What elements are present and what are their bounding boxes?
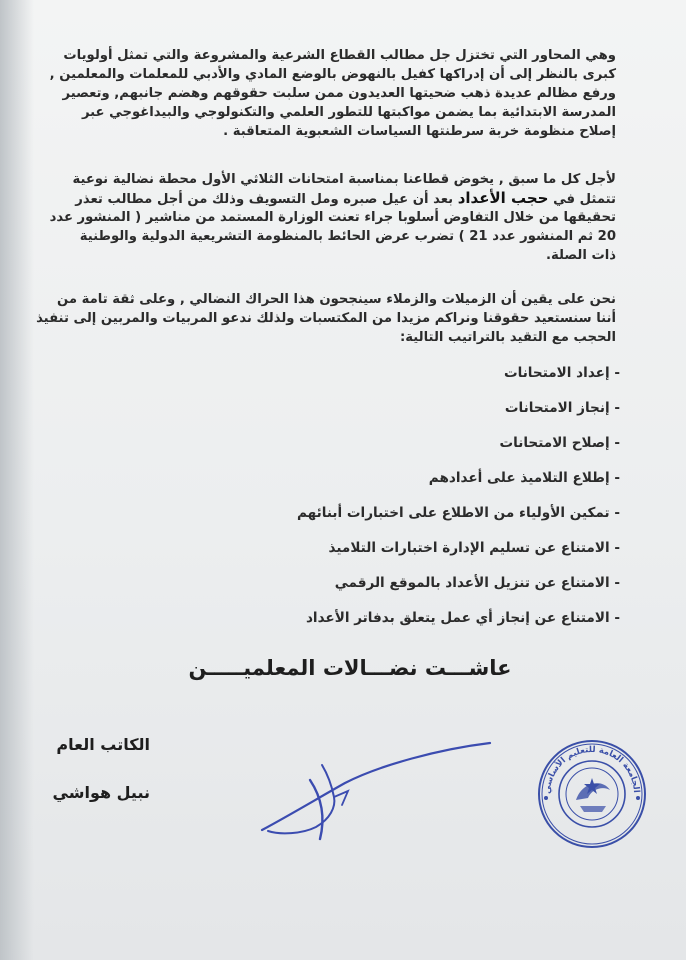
paragraph-intro xyxy=(49,46,616,141)
emphasized-phrase: حجب الأعداد xyxy=(457,189,549,207)
text-line: 20 ثم المنشور عدد 21 ) تضرب عرض الحائط بالمنظومة التشريعية الدولية والوطنية xyxy=(79,229,616,244)
text-line: الحجب مع التقيد بالتراتيب التالية: xyxy=(400,330,616,345)
list-item: - تمكين الأولياء من الاطلاع على اختبارات أبنائهم xyxy=(296,505,620,521)
text-line: كبرى بالنظر إلى أن إدراكها كفيل بالنهوض بالوضع المادي والأدبي للمعلمات والمعلمين , xyxy=(49,67,616,82)
closing-slogan: عاشـــت نضـــالات المعلميـــــن xyxy=(188,656,512,680)
signatory-name: نبيل هواشي xyxy=(52,783,150,802)
text-fragment: تتمثل في xyxy=(553,192,616,207)
text-line: المدرسة الابتدائية بما يضمن مواكبتها للتطور العلمي والتكنولوجي والبيداغوجي عبر xyxy=(81,105,616,120)
list-item: - إنجاز الامتحانات xyxy=(504,400,620,416)
text-line: إصلاح منظومة خربة سرطنتها السياسات الشعبوية المتعاقبة . xyxy=(223,124,616,139)
list-item: - الامتناع عن تنزيل الأعداد بالموقع الرقمي xyxy=(334,575,620,591)
stamp-ring-text: الجامعة العامة للتعليم الأساسي xyxy=(542,744,641,795)
text-fragment: بعد أن عيل صبره ومل التسويف وذلك من أجل مطالب تعذر xyxy=(75,192,454,207)
paragraph-call xyxy=(36,290,616,347)
text-line: تحقيقها من خلال التفاوض أسلوبا جراء تعنت الوزارة المستمد من مناشير ( المنشور عدد xyxy=(49,210,616,225)
list-item: - الامتناع عن إنجاز أي عمل يتعلق بدفاتر الأعداد xyxy=(305,610,620,626)
text-line: وهي المحاور التي تختزل جل مطالب القطاع الشرعية والمشروعة والتي تمثل أولويات xyxy=(63,48,616,63)
list-item: - إصلاح الامتحانات xyxy=(499,435,620,451)
list-item: - إطلاع التلاميذ على أعدادهم xyxy=(428,470,620,486)
text-line: ذات الصلة. xyxy=(546,248,616,263)
union-stamp xyxy=(536,738,648,850)
text-line: ورفع مظالم عديدة ذهب ضحيتها العديدون ممن سلبت حقوقهم وهضم جانبهم, وتعصير xyxy=(62,86,616,101)
text-line: نحن على يقين أن الزميلات والزملاء سينجحون هذا الحراك النضالي , وعلى ثقة تامة من xyxy=(57,292,616,307)
text-line xyxy=(52,189,616,208)
text-line: لأجل كل ما سبق , يخوض قطاعنا بمناسبة امتحانات الثلاثي الأول محطة نضالية نوعية xyxy=(72,172,616,187)
list-item: - الامتناع عن تسليم الإدارة اختبارات التلاميذ xyxy=(328,540,620,556)
text-line: أننا سنستعيد حقوقنا ونراكم مزيدا من المكتسبات ولذلك ندعو المربيات والمربين إلى تنفيذ xyxy=(36,311,616,326)
page-shadow xyxy=(0,0,34,960)
list-item: - إعداد الامتحانات xyxy=(503,365,620,381)
signatory-title: الكاتب العام xyxy=(56,735,150,754)
instruction-list xyxy=(200,356,620,636)
handwritten-signature xyxy=(250,735,500,845)
paragraph-action xyxy=(49,170,616,265)
